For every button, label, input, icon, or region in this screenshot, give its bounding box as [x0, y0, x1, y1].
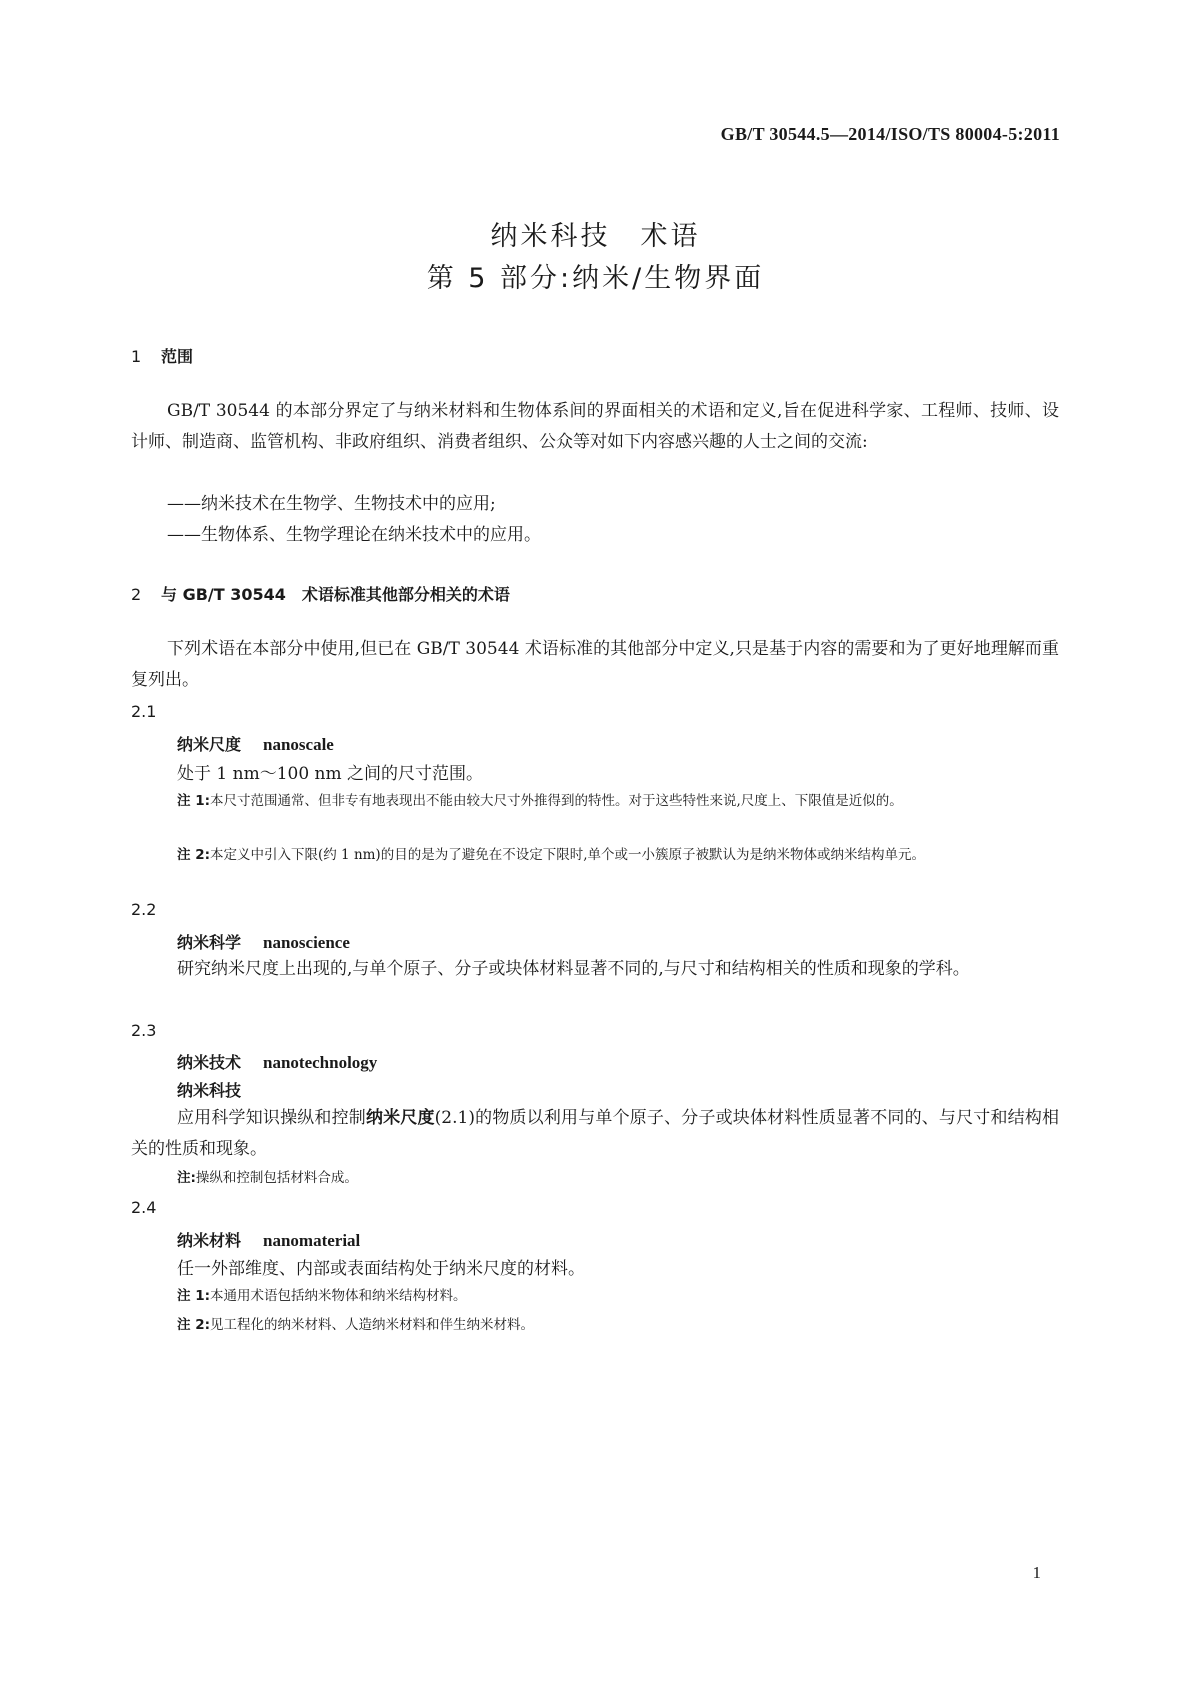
term-en: nanotechnology: [263, 1053, 378, 1072]
note-text: 操纵和控制包括材料合成。: [195, 1170, 358, 1186]
term-zh: 纳米技术: [177, 1053, 242, 1072]
note-label: 注:: [177, 1170, 196, 1186]
section-1-heading: [131, 344, 193, 367]
note: [177, 842, 1059, 868]
note-text: 本通用术语包括纳米物体和纳米结构材料。: [210, 1288, 467, 1304]
term-alt-zh: 纳米科技: [177, 1081, 242, 1100]
note: [177, 1165, 1059, 1191]
definition-text: 应用科学知识操纵和控制: [177, 1108, 366, 1128]
note-text: 本尺寸范围通常、但非专有地表现出不能由较大尺寸外推得到的特性。对于这些特性来说,尺度上、下限值是近似的。: [210, 793, 903, 809]
note: [177, 1283, 1059, 1309]
section-2-paragraph: 下列术语在本部分中使用,但已在 GB/T 30544 术语标准的其他部分中定义,只是基于内容的需要和为了更好地理解而重复列出。: [131, 639, 1059, 690]
list-item: ——纳米技术在生物学、生物技术中的应用;: [167, 494, 496, 514]
term-zh: 纳米科学: [177, 933, 242, 952]
page-number: 1: [1032, 1563, 1041, 1582]
term-en: nanoscience: [263, 933, 350, 952]
doc-title-line1: 纳米科技 术语: [490, 221, 701, 252]
term-definition: [131, 1103, 1059, 1165]
term-definition: 任一外部维度、内部或表面结构处于纳米尺度的材料。: [177, 1259, 585, 1279]
term-number: 2.4: [131, 1198, 157, 1217]
note-label: 注 1:: [177, 1288, 210, 1304]
term-number: 2.3: [131, 1021, 157, 1040]
term-zh: 纳米材料: [177, 1231, 242, 1250]
note-label: 注 2:: [177, 847, 210, 863]
note: [177, 1312, 1059, 1338]
note: [177, 788, 1059, 814]
term-en: nanoscale: [263, 735, 334, 754]
standard-code-header: GB/T 30544.5—2014/ISO/TS 80004-5:2011: [720, 124, 1060, 144]
note-label: 注 2:: [177, 1317, 210, 1333]
section-number: 2: [131, 585, 142, 604]
section-2-heading: [131, 582, 510, 605]
note-text: 本定义中引入下限(约 1 nm)的目的是为了避免在不设定下限时,单个或一小簇原子被默认为是纳米物体或纳米结构单元。: [210, 847, 925, 863]
term-zh: 纳米尺度: [177, 735, 242, 754]
term-heading: [177, 1050, 377, 1073]
term-definition: 处于 1 nm～100 nm 之间的尺寸范围。: [177, 764, 484, 784]
section-title: 与 GB/T 30544 术语标准其他部分相关的术语: [161, 585, 510, 604]
section-number: 1: [131, 347, 142, 366]
doc-title-line2: 第 5 部分:纳米/生物界面: [426, 263, 765, 294]
section-1-paragraph: GB/T 30544 的本部分界定了与纳米材料和生物体系间的界面相关的术语和定义,旨在促进科学家、工程师、技师、设计师、制造商、监管机构、非政府组织、消费者组织、公众等对如下内容感兴趣的人士之间的交流:: [131, 401, 1059, 452]
term-heading: [177, 1228, 360, 1251]
list-item: ——生物体系、生物学理论在纳米技术中的应用。: [167, 525, 541, 545]
note-label: 注 1:: [177, 793, 210, 809]
term-heading: [177, 930, 350, 953]
term-en: nanomaterial: [263, 1231, 361, 1250]
term-number: 2.2: [131, 900, 157, 919]
section-title: 范围: [161, 347, 194, 366]
term-reference: 纳米尺度: [365, 1108, 435, 1128]
term-number: 2.1: [131, 702, 157, 721]
definition-text: (2.1)的物质以利用与单个原子、分子或块体材料性质显著不同的、与尺寸和结构相关的性质和现象。: [131, 1108, 1059, 1159]
note-text: 见工程化的纳米材料、人造纳米材料和伴生纳米材料。: [210, 1317, 534, 1333]
term-definition: 研究纳米尺度上出现的,与单个原子、分子或块体材料显著不同的,与尺寸和结构相关的性质和现象的学科。: [177, 959, 970, 979]
term-heading: [177, 732, 334, 755]
